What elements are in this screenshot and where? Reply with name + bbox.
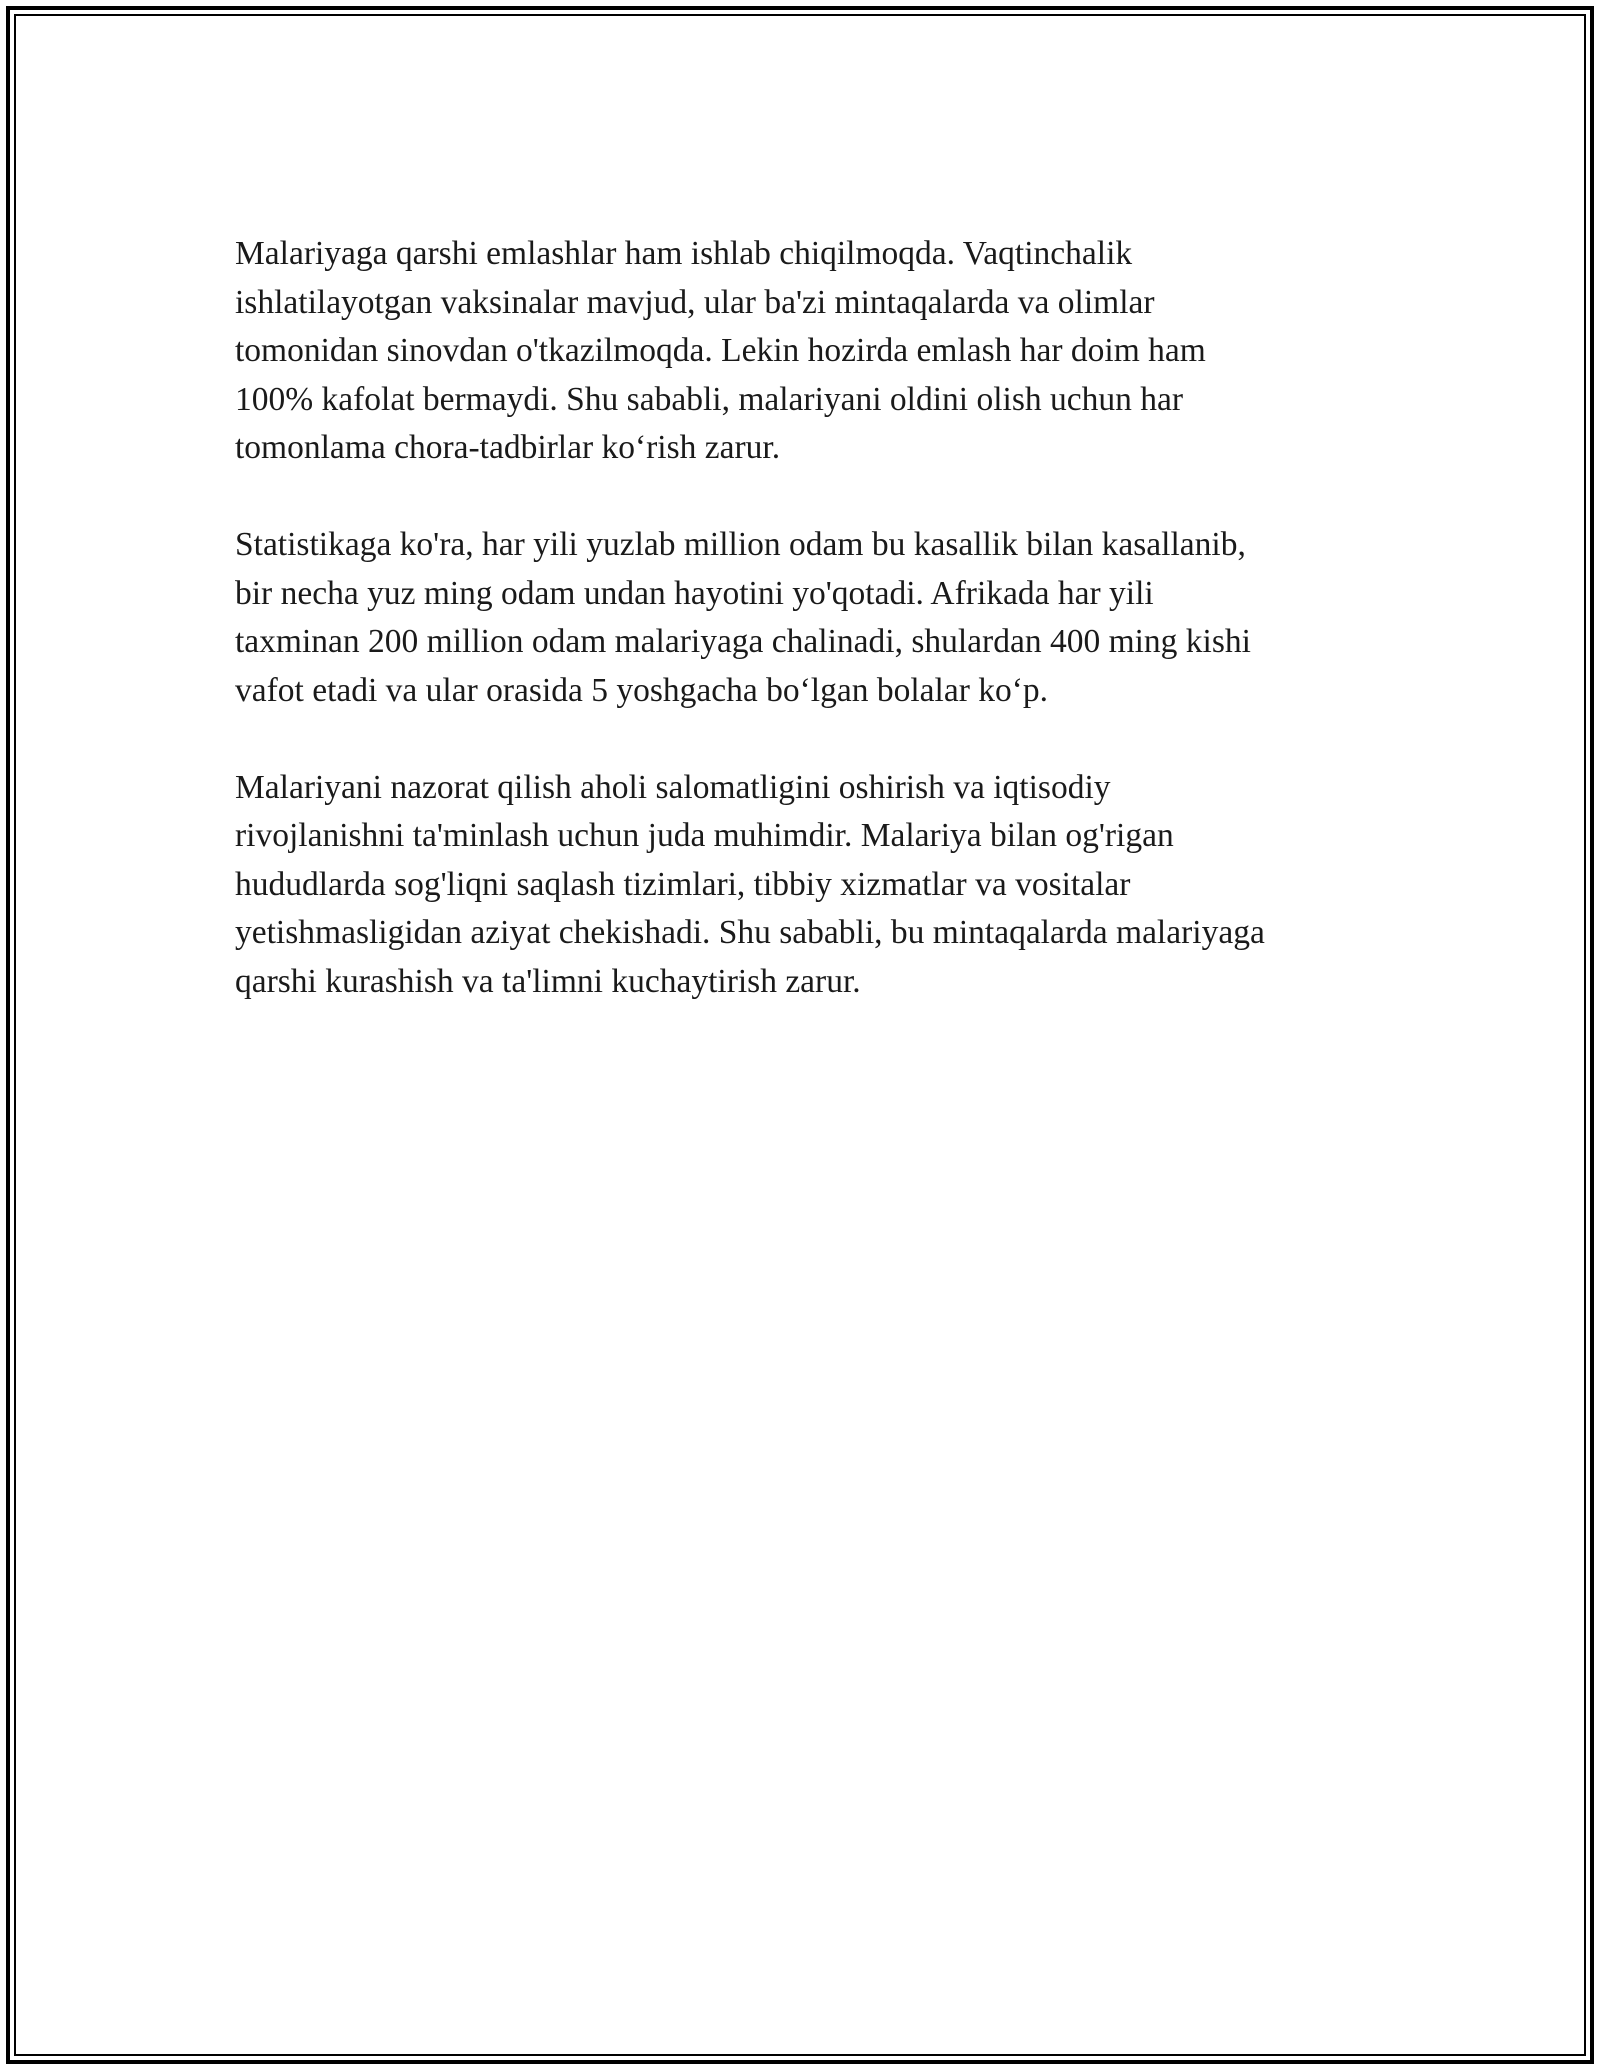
- paragraph-statistics: Statistikaga ko'ra, har yili yuzlab million odam bu kasallik bilan kasallanib, bir necha yuz ming odam undan hayotini yo'qotadi. Afrikada har yili taxminan 200 million odam malariyaga chalinadi, shulardan 400 ming kishi vafot etadi va ular orasida 5 yoshgacha bo‘lgan bolalar ko‘p.: [235, 526, 1251, 709]
- paragraph-control: Malariyani nazorat qilish aholi salomatligini oshirish va iqtisodiy rivojlanishni ta'minlash uchun juda muhimdir. Malariya bilan og'rigan hududlarda sog'liqni saqlash tizimlari, tibbiy xizmatlar va vositalar yetishmasligidan aziyat chekishadi. Shu sababli, bu mintaqalarda malariyaga qarshi kurashish va ta'limni kuchaytirish zarur.: [235, 768, 1265, 1000]
- document-body: [235, 230, 1395, 1055]
- paragraph-vaccines: Malariyaga qarshi emlashlar ham ishlab chiqilmoqda. Vaqtinchalik ishlatilayotgan vaksinalar mavjud, ular ba'zi mintaqalarda va olimlar tomonidan sinovdan o'tkazilmoqda. Lekin hozirda emlash har doim ham 100% kafolat bermaydi. Shu sababli, malariyani oldini olish uchun har tomonlama chora-tadbirlar ko‘rish zarur.: [235, 235, 1206, 466]
